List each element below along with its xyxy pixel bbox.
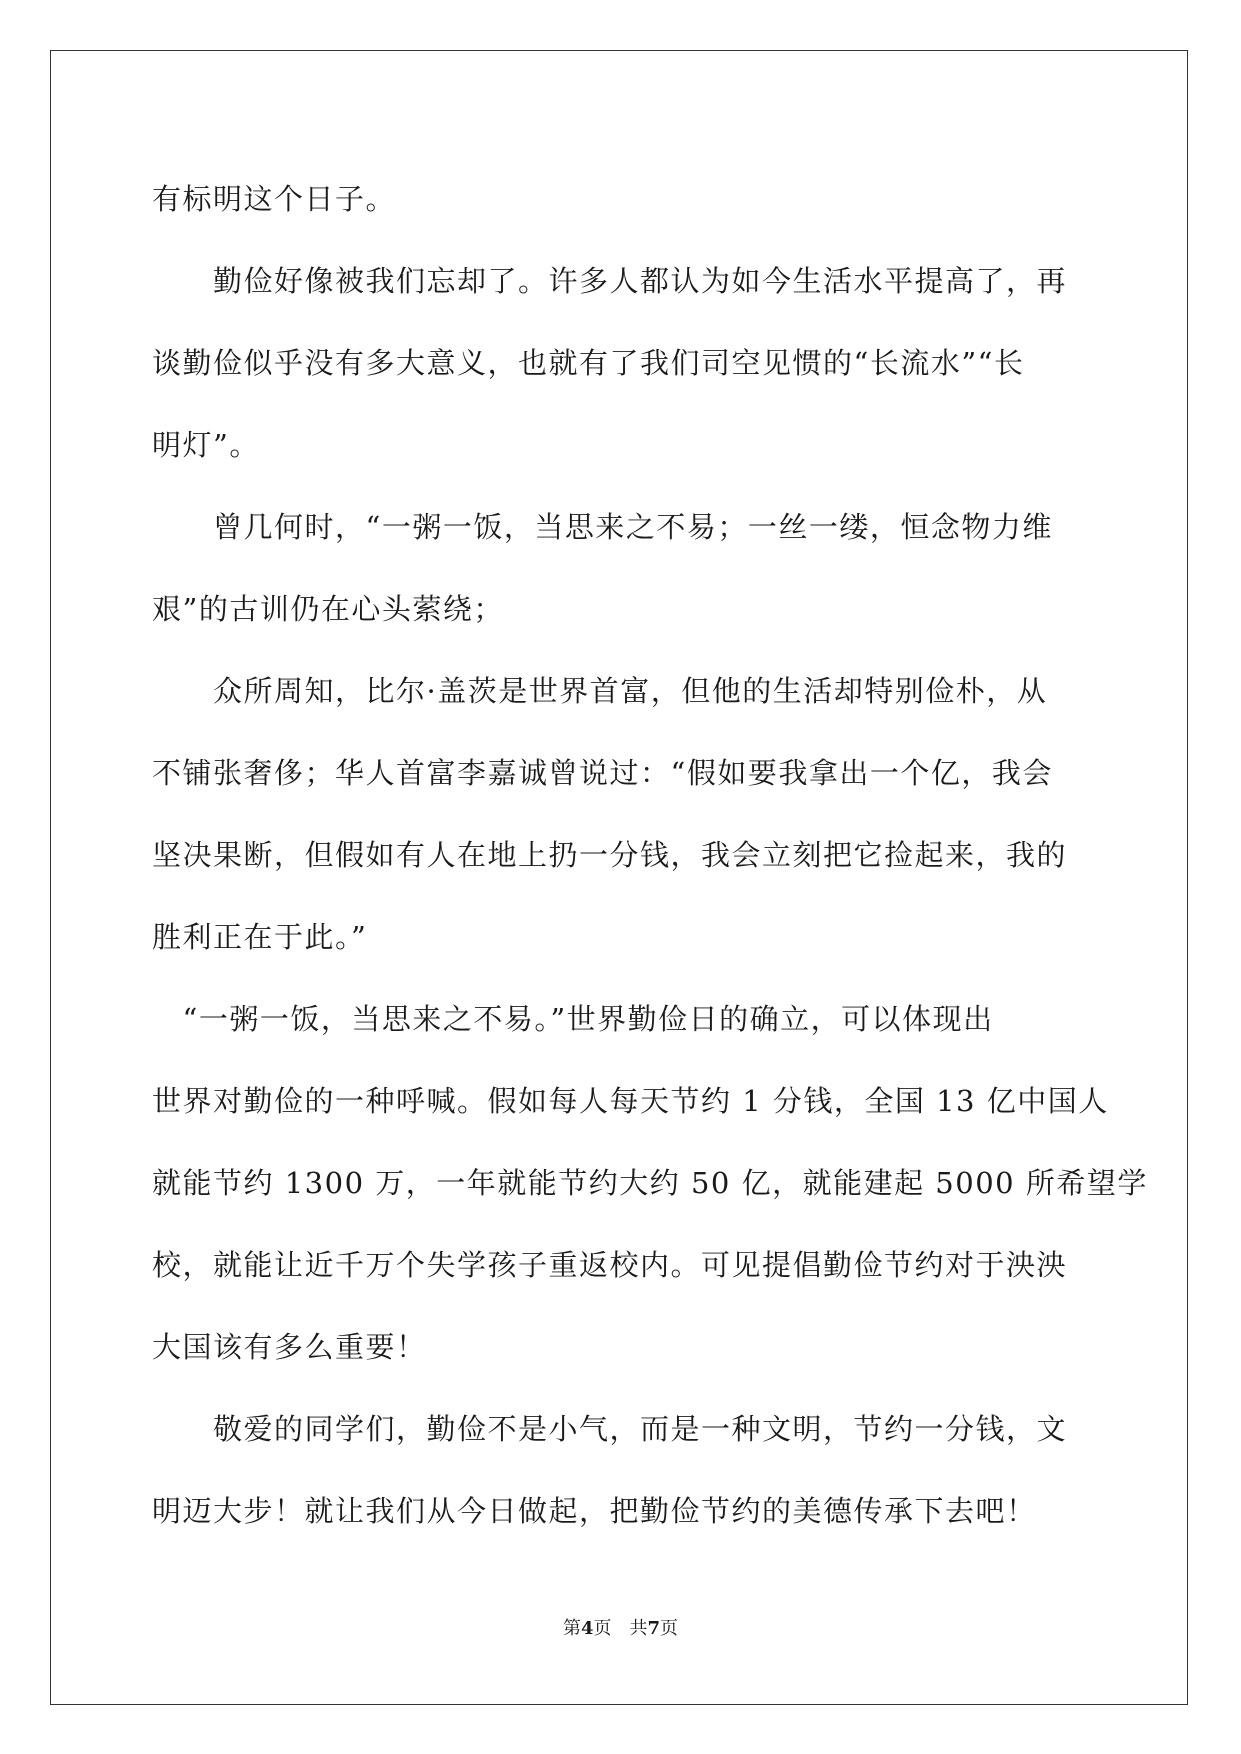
text-line: 明迈大步！就让我们从今日做起，把勤俭节约的美德传承下去吧！ [152,1494,1037,1528]
text-line: 胜利正在于此。” [152,920,368,954]
text-line: “一粥一饭，当思来之不易。”世界勤俭日的确立，可以体现出 [152,1002,994,1036]
page-label-mid: 页 共 [593,1618,648,1639]
text-line: 曾几何时，“一粥一饭，当思来之不易；一丝一缕，恒念物力维 [152,510,1053,544]
total-page-number: 7 [647,1618,661,1639]
page-footer [0,1617,1241,1641]
text-line: 世界对勤俭的一种呼喊。假如每人每天节约 1 分钱，全国 13 亿中国人 [152,1084,1109,1118]
text-line: 众所周知，比尔·盖茨是世界首富，但他的生活却特别俭朴，从 [152,674,1048,708]
text-line: 校，就能让近千万个失学孩子重返校内。可见提倡勤俭节约对于泱泱 [152,1248,1068,1282]
text-line: 艰”的古训仍在心头萦绕； [152,592,504,626]
text-line: 勤俭好像被我们忘却了。许多人都认为如今生活水平提高了，再 [152,264,1068,298]
text-line: 有标明这个日子。 [152,182,397,216]
text-line: 敬爱的同学们，勤俭不是小气，而是一种文明，节约一分钱，文 [152,1412,1068,1446]
document-body [152,158,1148,1552]
current-page-number: 4 [580,1618,594,1639]
page-label-prefix: 第 [562,1618,581,1639]
text-line: 大国该有多么重要！ [152,1330,427,1364]
page-label-suffix: 页 [660,1618,679,1639]
text-line: 明灯”。 [152,428,260,462]
text-line: 坚决果断，但假如有人在地上扔一分钱，我会立刻把它捡起来，我的 [152,838,1068,872]
text-line: 就能节约 1300 万，一年就能节约大约 50 亿，就能建起 5000 所希望学 [152,1166,1148,1200]
text-line: 不铺张奢侈；华人首富李嘉诚曾说过：“假如要我拿出一个亿，我会 [152,756,1053,790]
text-line: 谈勤俭似乎没有多大意义，也就有了我们司空见惯的“长流水”“长 [152,346,1025,380]
